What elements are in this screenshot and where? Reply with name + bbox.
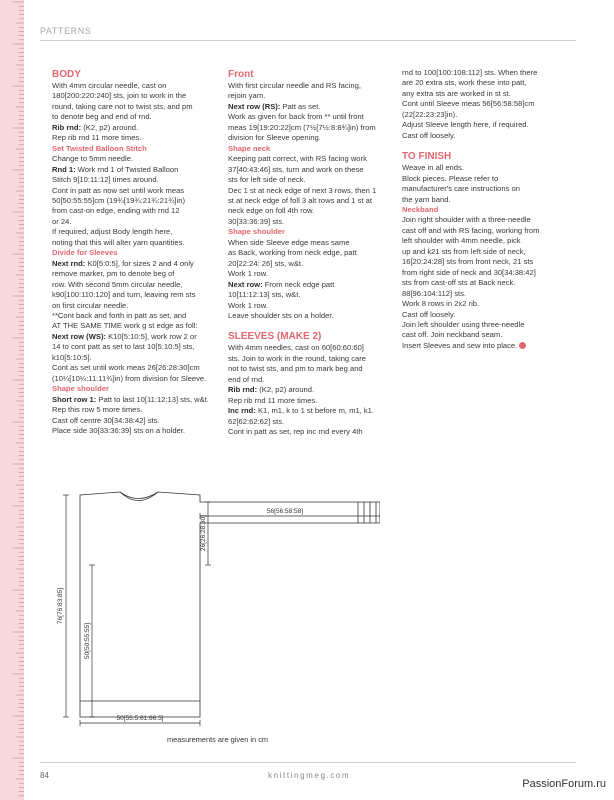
instruction-line: on first circular needle.	[52, 300, 129, 310]
text-column-3	[402, 68, 577, 351]
instruction-line: Cast off loosely.	[402, 130, 456, 140]
instruction-line: Change to 5mm needle.	[52, 154, 134, 164]
instruction-line: manufacturer's care instructions on	[402, 184, 520, 194]
instruction-line: 10[11:12:13] sts, w&t.	[228, 290, 301, 300]
subsection-heading: Shape neck	[228, 143, 271, 153]
instruction-line: Short row 1: Patt to last 10[11:12:13] sts, w&t.	[52, 394, 209, 404]
instruction-keyword: Inc rnd:	[228, 406, 256, 416]
instruction-line: 14 to cont patt as set to last 10[5:10:5] sts,	[52, 342, 195, 352]
instruction-line: cast off. Join neckband seam.	[402, 330, 503, 340]
instruction-keyword: Next row (RS):	[228, 101, 281, 111]
instruction-line: row. With second 5mm circular needle,	[52, 279, 183, 289]
instruction-line: (10¼[10¼:11:11¾]in) from division for Sleeve.	[52, 373, 207, 383]
instruction-line: 180[200:220:240] sts, join to work in the	[52, 91, 187, 101]
instruction-keyword: Next row:	[228, 279, 263, 289]
instruction-line: Weave in all ends.	[402, 163, 464, 173]
instruction-line: Keeping patt correct, with RS facing work	[228, 154, 367, 164]
sleeve-length-label: 56[56:58:58]	[266, 508, 304, 515]
instruction-line: 16[20:24:28] sts from front neck, 21 sts	[402, 257, 534, 267]
instruction-line: the yarn band.	[402, 194, 451, 204]
instruction-line: to denote beg and end of rnd.	[52, 112, 152, 122]
subsection-heading: Shape shoulder	[228, 227, 285, 237]
instruction-line: Cont in patt as now set until work meas	[52, 185, 185, 195]
instruction-line: When side Sleeve edge meas same	[228, 237, 350, 247]
instruction-line: Place side 30[33:36:39] sts on a holder.	[52, 425, 185, 435]
instruction-line: Work 1 row.	[228, 269, 268, 279]
instruction-line: sts for left side of neck.	[228, 175, 306, 185]
instruction-line: up and k21 sts from left side of neck,	[402, 246, 526, 256]
instruction-line: Next row (RS): Patt as set.	[228, 101, 321, 111]
instruction-line: Cont until Sleeve meas 56[56:58:58]cm	[402, 99, 535, 109]
instruction-line: 62[62:62:62] sts.	[228, 416, 285, 426]
sweater-body-shape	[80, 492, 380, 717]
instruction-line: neck edge on foll 4th row.	[228, 206, 315, 216]
instruction-keyword: Rib rnd:	[228, 385, 258, 395]
section-label: PATTERNS	[40, 26, 92, 36]
instruction-line: Rib rnd: (K2, p2) around.	[228, 385, 315, 395]
section-heading: TO FINISH	[402, 151, 452, 163]
instruction-line: from cast-on edge, ending with rnd 12	[52, 206, 180, 216]
diagram-caption: measurements are given in cm	[167, 735, 269, 744]
instruction-line: 20[22:24: 26] sts, w&t.	[228, 258, 304, 268]
total-length-label: 76[76:83:85]	[57, 587, 64, 625]
end-mark-icon	[519, 342, 526, 349]
instruction-line: Cast off centre 30[34:38:42] sts.	[52, 415, 160, 425]
body-width-label: 50[55.5:61:66.5]	[116, 715, 164, 722]
subsection-heading: Neckband	[402, 204, 439, 214]
instruction-line: Work 1 row.	[228, 300, 268, 310]
section-heading: BODY	[52, 69, 81, 80]
instruction-line: (22[22:23:23]in).	[402, 109, 458, 119]
instruction-line: st at neck edge of foll 3 alt rows and 1 st at	[228, 195, 372, 205]
footer-divider	[40, 762, 576, 763]
instruction-line: **Cont back and forth in patt as set, and	[52, 310, 187, 320]
instruction-line: 37[40:43:46] sts, turn and work on these	[228, 164, 364, 174]
instruction-line: Join left shoulder using three-needle	[402, 319, 525, 329]
instruction-line: k10[5:10:5].	[52, 352, 92, 362]
dimension-lines	[63, 495, 380, 726]
instruction-line: Stitch 9[10:11:12] times around.	[52, 175, 159, 185]
instruction-line: Rib rnd: (K2, p2) around.	[52, 122, 139, 132]
instruction-line-end: Insert Sleeves and sew into place.	[402, 341, 577, 351]
armhole-depth-label: 26[26:28:30]	[200, 514, 207, 552]
instruction-line: Next rnd: K0[5:0:5], for sizes 2 and 4 only	[52, 258, 194, 268]
instruction-line: Rnd 1: Work rnd 1 of Twisted Balloon	[52, 164, 179, 174]
instruction-line: Cast off loosely.	[402, 309, 456, 319]
instruction-line: Inc rnd: K1, m1, k to 1 st before m, m1, k1.	[228, 406, 375, 416]
instruction-line: 30[33:36:39] sts.	[228, 216, 285, 226]
instruction-line: If required, adjust Body length here,	[52, 227, 173, 237]
instruction-line: or 24.	[52, 216, 72, 226]
instruction-line: Rep this row 5 more times.	[52, 405, 143, 415]
instruction-line: AT THE SAME TIME work g st edge as foll:	[52, 321, 198, 331]
instruction-line: Join right shoulder with a three-needle	[402, 215, 531, 225]
instruction-line: sts from cast-off sts at Back neck.	[402, 278, 516, 288]
instruction-line: 88[96:104:112] sts.	[402, 288, 467, 298]
subsection-heading: Divide for Sleeves	[52, 248, 118, 258]
instruction-line: With first circular needle and RS facing,	[228, 81, 361, 90]
neckline	[120, 492, 158, 499]
instruction-line: Leave shoulder sts on a holder.	[228, 310, 334, 320]
instruction-line: Block pieces. Please refer to	[402, 173, 499, 183]
instruction-line: sts. Join to work in the round, taking care	[228, 353, 367, 363]
section-heading: Front	[228, 69, 254, 80]
instruction-line: Rep rib rnd 11 more times.	[52, 133, 142, 143]
page-number: 84	[40, 771, 49, 780]
watermark: PassionForum.ru	[522, 778, 606, 790]
subsection-heading: Set Twisted Balloon Stitch	[52, 143, 147, 153]
instruction-keyword: Rnd 1:	[52, 164, 76, 174]
section-heading: SLEEVES (MAKE 2)	[228, 331, 322, 343]
instruction-line: Next row: From neck edge patt	[228, 279, 335, 289]
instruction-line: Cont in patt as set, rep inc rnd every 4th	[228, 427, 363, 437]
instruction-line: from right side of neck and 30[34:38:42]	[402, 267, 536, 277]
ruler-ticks	[0, 0, 24, 800]
instruction-keyword: Short row 1:	[52, 394, 97, 404]
instruction-line: Work 8 rows in 2x2 rib.	[402, 299, 480, 309]
instruction-line: Rep rib rnd 11 more times.	[228, 395, 318, 405]
text-column-2	[228, 68, 398, 438]
website-link[interactable]: knittingmeg.com	[268, 771, 351, 780]
instruction-line: With 4mm circular needle, cast on	[52, 81, 167, 90]
instruction-line: division for Sleeve opening.	[228, 133, 321, 143]
instruction-line: end of rnd.	[228, 374, 265, 384]
subsection-heading: Shape shoulder	[52, 384, 109, 394]
instruction-line: Dec 1 st at neck edge of next 3 rows, then 1	[228, 185, 377, 195]
text-column-1	[52, 68, 222, 436]
instruction-line: are 20 extra sts, work these into patt,	[402, 78, 527, 88]
instruction-line: round, taking care not to twist sts, and pm	[52, 101, 193, 111]
instruction-line: as Back, working from neck edge, patt	[228, 248, 357, 258]
header-divider	[40, 40, 576, 41]
instruction-line: any extra sts are worked in st st.	[402, 88, 511, 98]
instruction-line: With 4mm needles, cast on 60[60:60:60]	[228, 343, 364, 353]
sweater-outline	[80, 492, 380, 717]
instruction-keyword: Next row (WS):	[52, 331, 106, 341]
body-length-label: 50[50:55:55]	[84, 622, 91, 660]
instruction-keyword: Next rnd:	[52, 258, 86, 268]
instruction-line: Cont as set until work meas 26[26:28:30]cm	[52, 363, 200, 373]
instruction-line: Work as given for back from ** until front	[228, 112, 364, 122]
instruction-line: k90[100:110:120] and turn, leaving rem sts	[52, 290, 196, 300]
instruction-line: 50[50:55:55]cm (19¾[19¾:21¾:21¾]in)	[52, 195, 185, 205]
instruction-keyword: Rib rnd:	[52, 122, 82, 132]
garment-schematic	[40, 475, 380, 730]
instruction-line: left shoulder with 4mm needle, pick	[402, 236, 521, 246]
instruction-line: rnd to 100[100:108:112] sts. When there	[402, 68, 538, 77]
instruction-line: Next row (WS): K10[5:10:5], work row 2 or	[52, 331, 197, 341]
instruction-line: Adjust Sleeve length here, if required.	[402, 120, 529, 130]
instruction-line: remove marker, pm to denote beg of	[52, 269, 175, 279]
instruction-line: noting that this will alter yarn quantities.	[52, 237, 185, 247]
instruction-line: meas 19[19:20:22]cm (7½[7½:8:8¾]in) from	[228, 122, 376, 132]
instruction-line: cast off and with RS facing, working from	[402, 225, 540, 235]
instruction-line: rejoin yarn.	[228, 91, 266, 101]
instruction-line: not to twist sts, and pm to mark beg and	[228, 364, 363, 374]
left-ruler	[0, 0, 24, 800]
